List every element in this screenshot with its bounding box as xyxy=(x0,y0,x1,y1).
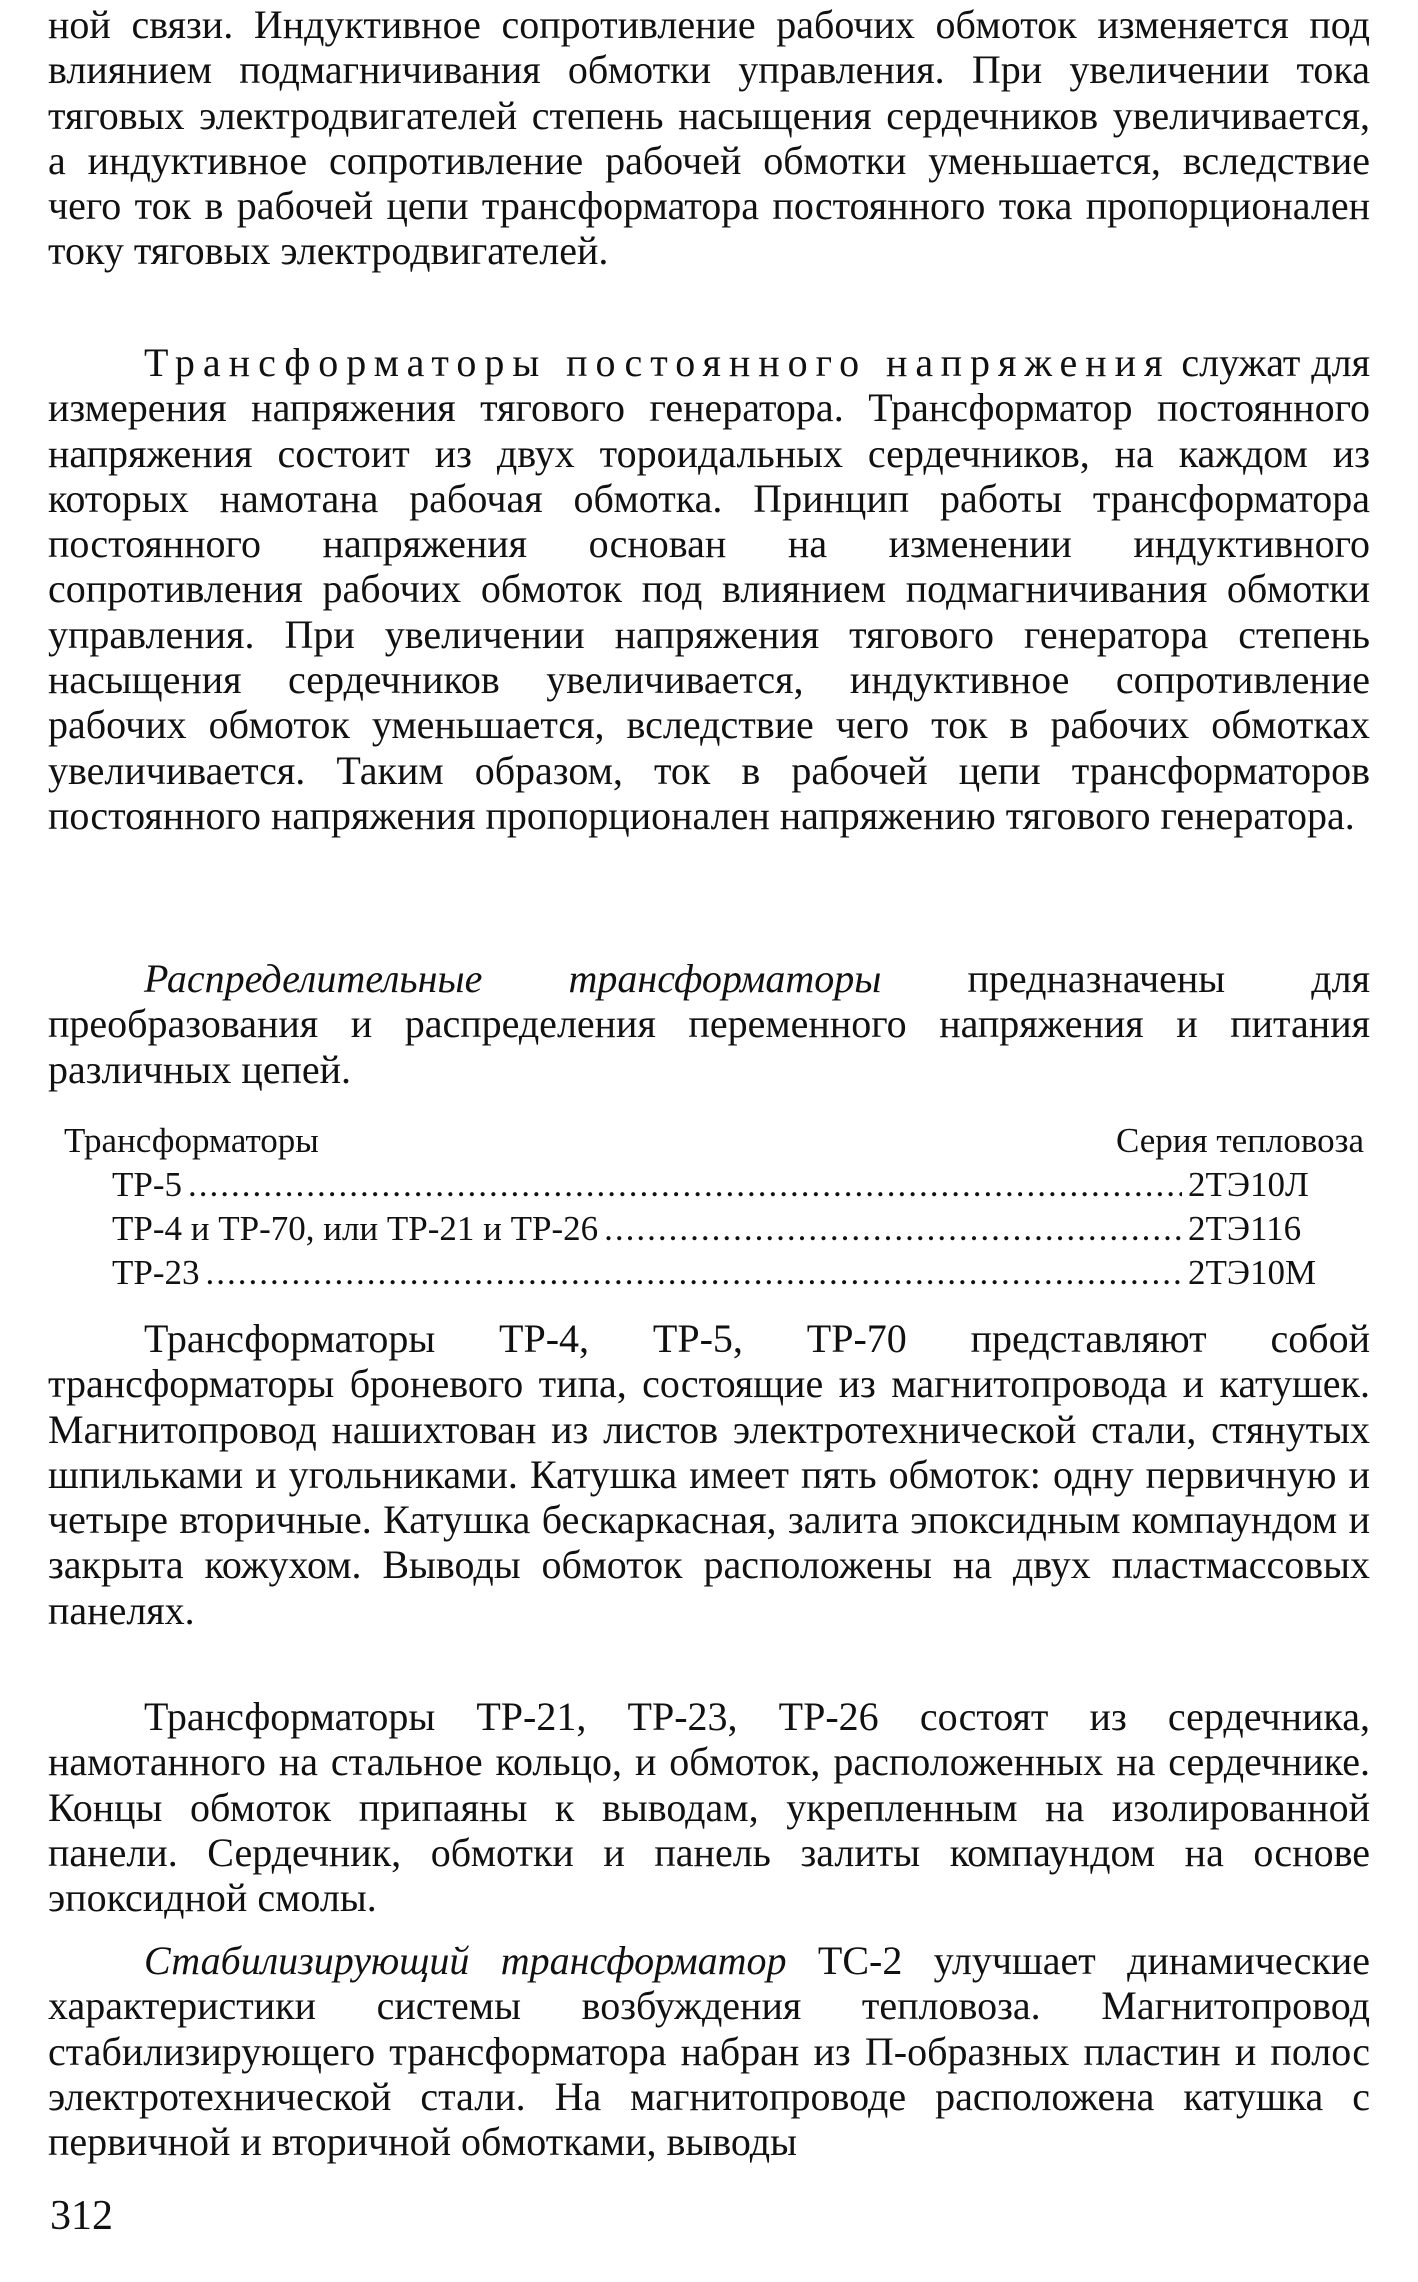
transformer-name: ТР-23 xyxy=(112,1253,200,1292)
paragraph-text: служат для измерения напряжения тягового генератора. Трансформатор постоянного напряжения состоит из двух тороидальных сердечников, на каждом из которых намотана рабочая обмотка. Принцип работы трансформатора постоянного напряжения основан на изменении индуктивного сопротивления рабочих обмоток под влиянием подмагничивания обмотки управления. При увеличении напряжения тягового генератора степень насыщения сердечников увеличивается, индуктивное сопротивление рабочих обмоток уменьшается, вследствие чего ток в рабочих обмотках увеличивается. Таким образом, ток в рабочей цепи трансформаторов постоянного напряжения пропорционален напряжению тягового генератора. xyxy=(48,340,1370,838)
paragraph-armored-transformers: Трансформаторы ТР-4, ТР-5, ТР-70 представляют собой трансформаторы броневого типа, состоящие из магнитопровода и катушек. Магнитопровод нашихтован из листов электротехнической стали, стянутых шпильками и угольниками. Катушка имеет пять обмоток: одну первичную и четыре вторичные. Катушка бескаркасная, залита эпоксидным компаундом и закрыта кожухом. Выводы обмоток расположены на двух пластмассовых панелях. xyxy=(48,1316,1370,1633)
paragraph-distribution-transformers xyxy=(48,956,1370,1092)
italic-term: Стабилизирующий трансформатор xyxy=(144,1938,787,1983)
page-number: 312 xyxy=(50,2193,113,2239)
paragraph-toroidal-transformers: Трансформаторы ТР-21, ТР-23, ТР-26 состоят из сердечника, намотанного на стальное кольцо, и обмоток, расположенных на сердечнике. Концы обмоток припаяны к выводам, укрепленным на изолированной панели. Сердечник, обмотки и панель залиты компаундом на основе эпоксидной смолы. xyxy=(48,1694,1370,1921)
transformer-name: ТР-4 и ТР-70, или ТР-21 и ТР-26 xyxy=(112,1209,599,1248)
locomotive-series: 2ТЭ10М xyxy=(1188,1253,1317,1292)
table-header xyxy=(64,1120,1364,1164)
dot-leader xyxy=(188,1164,1182,1205)
transformer-series-table xyxy=(64,1120,1364,1296)
paragraph-text: ТС-2 улучшает динамические характеристики системы возбуждения тепловоза. Магнитопровод стабилизирующего трансформатора набран из П-образных пластин и полос электротехнической стали. На магнитопроводе расположена катушка с первичной и вторичной обмотками, выводы xyxy=(48,1938,1370,2165)
spaced-term: Трансформаторы постоянного напряжения xyxy=(144,340,1171,385)
paragraph-stabilizing-transformer xyxy=(48,1938,1370,2164)
column-header-transformers: Трансформаторы xyxy=(64,1121,319,1160)
column-header-locomotive-series: Серия тепловоза xyxy=(1115,1121,1364,1160)
locomotive-series: 2ТЭ10Л xyxy=(1188,1165,1309,1204)
italic-term: Распределительные трансформаторы xyxy=(144,956,882,1001)
table-row xyxy=(64,1208,1364,1252)
paragraph-text: предназначены для преобразования и распределения переменного напряжения и питания различных цепей. xyxy=(48,956,1370,1092)
transformer-name: ТР-5 xyxy=(112,1165,182,1204)
dot-leader xyxy=(206,1252,1183,1293)
locomotive-series: 2ТЭ116 xyxy=(1188,1209,1302,1248)
table-row xyxy=(64,1252,1364,1296)
paragraph-dc-current-transformer-end: ной связи. Индуктивное сопротивление рабочих обмоток изменяется под влиянием подмагничивания обмотки управления. При увеличении тока тяговых электродвигателей степень насыщения сердечников увеличивается, а индуктивное сопротивление рабочей обмотки уменьшается, вследствие чего ток в рабочей цепи трансформатора постоянного тока пропорционален току тяговых электродвигателей. xyxy=(48,2,1370,274)
dot-leader xyxy=(604,1208,1182,1249)
paragraph-dc-voltage-transformers xyxy=(48,340,1370,838)
table-row xyxy=(64,1164,1364,1208)
